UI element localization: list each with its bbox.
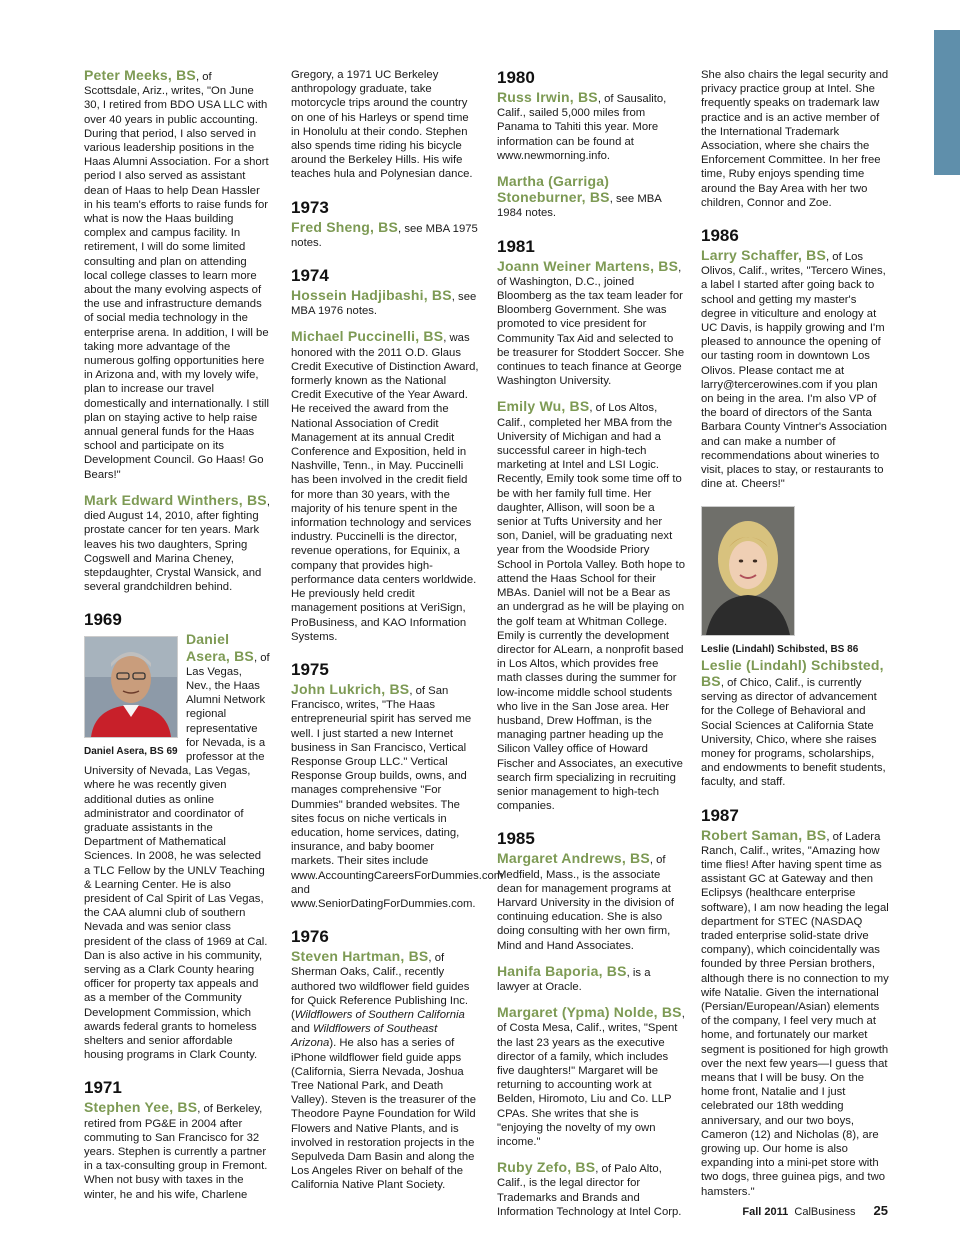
- year-heading-1981: 1981: [497, 236, 535, 256]
- photo-caption: Daniel Asera, BS 69: [84, 745, 178, 757]
- entry-joann-martens: [497, 259, 685, 389]
- alumni-name: Fred Sheng, BS: [291, 218, 399, 235]
- entry-hossein-hadjibashi: [291, 288, 479, 318]
- entry-robert-saman: [701, 828, 889, 1199]
- photo-leslie-schibsted: [701, 506, 858, 655]
- alumni-name: Russ Irwin, BS: [497, 89, 598, 105]
- alumni-note: , is a lawyer at Oracle.: [497, 966, 651, 993]
- year-heading-1976: 1976: [291, 927, 329, 947]
- alumni-name: Leslie (Lindahl) Schibsted, BS: [701, 656, 884, 689]
- portrait-image: [84, 636, 178, 738]
- entry-john-lukrich: [291, 680, 504, 911]
- alumni-note: , of San Francisco, writes, "The Haas entrepreneurial spirit has served me well. I just started a new Internet business in San Francisco, Vertical Response Group LLC." Vertical Response Group builds, owns, and manages comprehensive "For Dummies" branded websites. The sites focus on niche verticals in education, home services, dating, insurance, and baby boomer markets. Their sites include www.AccountingCareersForDummies.com and www.SeniorDatingForDummies.com.: [291, 684, 504, 910]
- alumni-note: , was honored with the 2011 O.D. Glaus Credit Executive of Distinction Award, formerly known as the National Credit Executive of the Year Award. He received the award from the National Association of Credit Management at its annual Credit Conference and Exposition, held in Nashville, Tenn., in May. Puccinelli has been involved in the credit field for more than 30 years, with the majority of his tenure spent in the information technology and services industry. Puccinelli is the director, revenue operations, for Equinix, a company that provides high-performance data centers worldwide. He previously held credit management positions at VeriSign, ProBusiness, and KAO Information Systems.: [291, 332, 479, 643]
- alumni-name: Hossein Hadjibashi, BS: [291, 287, 452, 304]
- column-2: [291, 68, 504, 1204]
- issue-label: Fall 2011: [742, 1206, 789, 1218]
- portrait-image: [701, 506, 795, 636]
- entry-leslie-schibsted: [701, 502, 889, 789]
- alumni-note: , see MBA 1984 notes.: [497, 193, 662, 220]
- entry-margaret-nolde: [497, 1005, 685, 1149]
- column-1: [84, 68, 270, 1213]
- continued-note: She also chairs the legal security and privacy practice group at Intel. She frequently speaks on trademark law practice and is an active member of the International Trademark Association, where she chairs the Enforcement Committee. In her free time, Ruby enjoys spending time around the Bay Area with her two children, Connor and Zoe.: [701, 69, 889, 209]
- alumni-note: and: [291, 1023, 313, 1036]
- year-heading-1969: 1969: [84, 610, 122, 630]
- year-heading-1975: 1975: [291, 659, 329, 679]
- entry-ruby-zefo-continued: [701, 68, 889, 210]
- entry-martha-stoneburner: [497, 174, 685, 221]
- entry-stephen-yee: [84, 1100, 270, 1201]
- year-heading-1980: 1980: [497, 68, 535, 87]
- alumni-note: , of Los Altos, Calif., completed her MBA from the University of Michigan and had a successful career in high-tech marketing at Intel and LSI Logic. Recently, Emily took some time off to be with her family full time. Her daughter, Allison, will soon be a senior at Tufts University and her son, Daniel, will be graduating next year from the Woodside Priory School in Portola Valley. Both hope to attend the Haas School for their MBAs. Daniel will not be a Bear as an undergrad as he will be playing on the golf team at Whitman College. Emily is currently the development director for ALearn, a nonprofit based in Los Altos, which provides free math classes during the summer for low-income middle school students who live in the San Jose area. Her husband, Drew Hoffman, is the managing partner heading up the Silicon Valley office of Howard Fischer and Associates, an executive search firm specializing in recruiting senior management to high-tech companies.: [497, 402, 685, 813]
- alumni-note: , of Sherman Oaks, Calif., recently authored two wildflower field guides for Quick Reference Publishing Inc. (: [291, 952, 470, 1021]
- entry-steven-hartman: [291, 949, 479, 1192]
- photo-caption: Leslie (Lindahl) Schibsted, BS 86: [701, 643, 859, 655]
- page-number: 25: [873, 1203, 888, 1218]
- alumni-name: Martha (Garriga) Stoneburner, BS: [497, 173, 610, 206]
- alumni-name: Larry Schaffer, BS: [701, 247, 826, 264]
- alumni-note: , see MBA 1976 notes.: [291, 291, 477, 318]
- alumni-name: Michael Puccinelli, BS: [291, 328, 444, 345]
- alumni-name: Robert Saman, BS: [701, 826, 827, 843]
- entry-ruby-zefo: [497, 1160, 685, 1219]
- alumni-note: , of Costa Mesa, Calif., writes, "Spent the last 23 years as the executive director of a family, which includes five daughters!" Margaret will be returning to accounting work at Belden, Hiromoto, Liu and Co. LLP CPAs. She writes that she is "enjoying the novelty of my own income.": [497, 1008, 685, 1148]
- entry-mark-winthers: [84, 493, 270, 594]
- year-heading-1986: 1986: [701, 226, 739, 246]
- alumni-name: Stephen Yee, BS: [84, 1099, 198, 1116]
- continued-note: Gregory, a 1971 UC Berkeley anthropology graduate, take motorcycle trips around the country on one of his Harleys or spend time in Honolulu at their condo. Stephen also spends time riding his bicycle around the Berkeley Hills. His wife teaches hula and Polynesian dance.: [291, 69, 473, 181]
- photo-daniel-asera: [84, 636, 178, 757]
- alumni-note: , of Sausalito, Calif., sailed 5,000 miles from Panama to Tahiti this year. More information can be found at www.newmorning.info.: [497, 93, 667, 162]
- alumni-note: , of Los Olivos, Calif., writes, "Tercero Wines, a label I started after going back to school and getting my master's degree in viticulture and enology at UC Davis, is happily growing and I'm pleased to announce the opening of our tasting room in downtown Los Olivos. Please contact me at larry@tercerowines.com if you plan on being in the area. I'm also VP of the board of directors of the Santa Barbara County Vintner's Association and can make a number of recommendations about wineries to visit, places to stay, or restaurants to dine at. Cheers!": [701, 251, 887, 491]
- column-4: [701, 68, 889, 1210]
- entry-daniel-asera: [84, 632, 270, 1062]
- entry-stephen-yee-continued: [291, 68, 479, 182]
- entry-peter-meeks: [84, 68, 270, 482]
- alumni-note: ). He also has a series of iPhone wildflower field guide apps (California, Sierra Nevada, Joshua Tree National Park, and Death Valley). Steven is the treasurer of the Theodore Payne Foundation for Wild Flowers and Native Plants, and is involved in restoration projects in the Sepulveda Dam Basin and along the Los Angeles River on behalf of the California Native Plant Society.: [291, 1037, 477, 1192]
- entry-larry-schaffer: [701, 248, 889, 491]
- alumni-note: , of Medfield, Mass., is the associate dean for management programs at Harvard University in the division of continuing education. She is also doing consulting with her own firm, Mind and Hand Associates.: [497, 854, 675, 952]
- alumni-note: , died August 14, 2010, after fighting prostate cancer for ten years. Mark leaves his two daughters, Spring Cogswell and Marina Cheney, stepdaughter, Crystal Wansick, and several grandchildren behind.: [84, 495, 270, 594]
- entry-emily-wu: [497, 399, 685, 813]
- alumni-name: Mark Edward Winthers, BS: [84, 491, 267, 508]
- alumni-note: , of Scottsdale, Ariz., writes, "On June 30, I retired from BDO USA LLC with over 40 years in public accounting. During that period, I also served in various leadership positions in the Haas Alumni Association. For a short period I also served as assistant dean of Haas to help Dean Hassler in his team's efforts to raise funds for what is now the Haas building complex and campus facility. In retirement, I will do some limited consulting and plan on attending local college classes to learn more about the many evolving aspects of the use and infrastructure demands of social media technology in the enterprise arena. In addition, I will be taking more advantage of the numerous golfing opportunities here in Arizona and, with my lovely wife, plan to increase our travel domestically and internationally. I still plan on staying active to help raise annual general funds for the Haas school and participate on its Development Council. Go Haas! Go Bears!": [84, 71, 270, 481]
- alumni-name: Emily Wu, BS: [497, 398, 590, 415]
- year-heading-1973: 1973: [291, 197, 329, 217]
- year-heading-1974: 1974: [291, 266, 329, 286]
- page-edge-tab: [934, 30, 960, 175]
- entry-margaret-andrews: [497, 851, 685, 952]
- alumni-name: Steven Hartman, BS: [291, 948, 429, 965]
- year-heading-1987: 1987: [701, 805, 739, 825]
- alumni-note: , of Berkeley, retired from PG&E in 2004 after commuting to San Francisco for 32 years. Stephen is currently a partner in a tax-consulting group in Fremont. When not busy with taxes in the winter, he and his wife, Charlene: [84, 1103, 268, 1201]
- alumni-name: Margaret (Ypma) Nolde, BS: [497, 1004, 682, 1021]
- alumni-note: , of Ladera Ranch, Calif., writes, "Amazing how time flies! After having spent time as assistant GC at Gateway and then Eclipsys (healthcare enterprise software), I am now heading the legal department for STEC (NASDAQ traded enterprise solid-state drive company), which coincidentally was founded by three Persian brothers, although there is no connection to my wife Natalie. Given the international (Persian/European/Asian) elements of the company, I feel very much at home, and fortunately our market segment is positioned for high growth over the next few years—I guess that means that I will be busy. On the home front, Natalie and I just celebrated our 18th wedding anniversary, and our two boys, Cameron (12) and Nicholas (8), are growing up. Our home is also expanding into a mini-pet store with two dogs, three guinea pigs, and two hamsters.": [701, 830, 889, 1198]
- entry-fred-sheng: [291, 220, 479, 250]
- book-title: Wildflowers of Southern California: [294, 1008, 465, 1021]
- alumni-note: , of Las Vegas, Nev., the Haas Alumni Network regional representative for Nevada, is a professor at the University of Nevada, Las Vegas, where he was recently given additional duties as online administrator and coordinator of graduate assistants in the Department of Mathematical Sciences. In 2008, he was selected a TLC Fellow by the UNLV Teaching & Learning Center. He is also president of Cal Spirit of Las Vegas, the CAA alumni club of southern Nevada and was senior class president of the class of 1969 at Cal. Dan is also active in his community, serving as a Clark County hearing officer for property tax appeals and as a member of the Community Development Commission, which awards federal grants to homeless shelters and senior affordable housing programs in Clark County.: [84, 651, 270, 1062]
- alumni-note: , of Washington, D.C., joined Bloomberg as the tax team leader for Bloomberg Government. She was promoted to vice president for Community Tax Aid and selected to be treasurer for Stoddert Soccer. She continues to teach finance at George Washington University.: [497, 261, 685, 388]
- alumni-note: , of Palo Alto, Calif., is the legal director for Trademarks and Brands and Information Technology at Intel Corp.: [497, 1163, 682, 1218]
- column-3: [497, 68, 685, 1230]
- entry-hanifa-baporia: [497, 964, 685, 994]
- year-heading-1985: 1985: [497, 829, 535, 849]
- alumni-name: Margaret Andrews, BS: [497, 850, 650, 867]
- alumni-name: John Lukrich, BS: [291, 680, 410, 697]
- entry-michael-puccinelli: [291, 329, 479, 643]
- magazine-name: CalBusiness: [794, 1206, 856, 1218]
- alumni-name: Ruby Zefo, BS: [497, 1159, 596, 1176]
- alumni-name: Daniel Asera, BS: [186, 631, 254, 664]
- year-heading-1971: 1971: [84, 1078, 122, 1098]
- page-footer: [742, 1203, 888, 1218]
- alumni-note: , of Chico, Calif., is currently serving as director of advancement for the College of Behavioral and Social Sciences at California State University, Chico, where she raises money for programs, scholarships, and endowments to benefit students, faculty, and staff.: [701, 676, 886, 789]
- alumni-name: Hanifa Baporia, BS: [497, 962, 627, 979]
- alumni-name: Peter Meeks, BS: [84, 67, 196, 83]
- entry-russ-irwin: [497, 90, 685, 163]
- alumni-note: , see MBA 1975 notes.: [291, 222, 478, 249]
- book-title: Wildflowers of Southeast Arizona: [291, 1023, 438, 1050]
- alumni-name: Joann Weiner Martens, BS: [497, 257, 679, 274]
